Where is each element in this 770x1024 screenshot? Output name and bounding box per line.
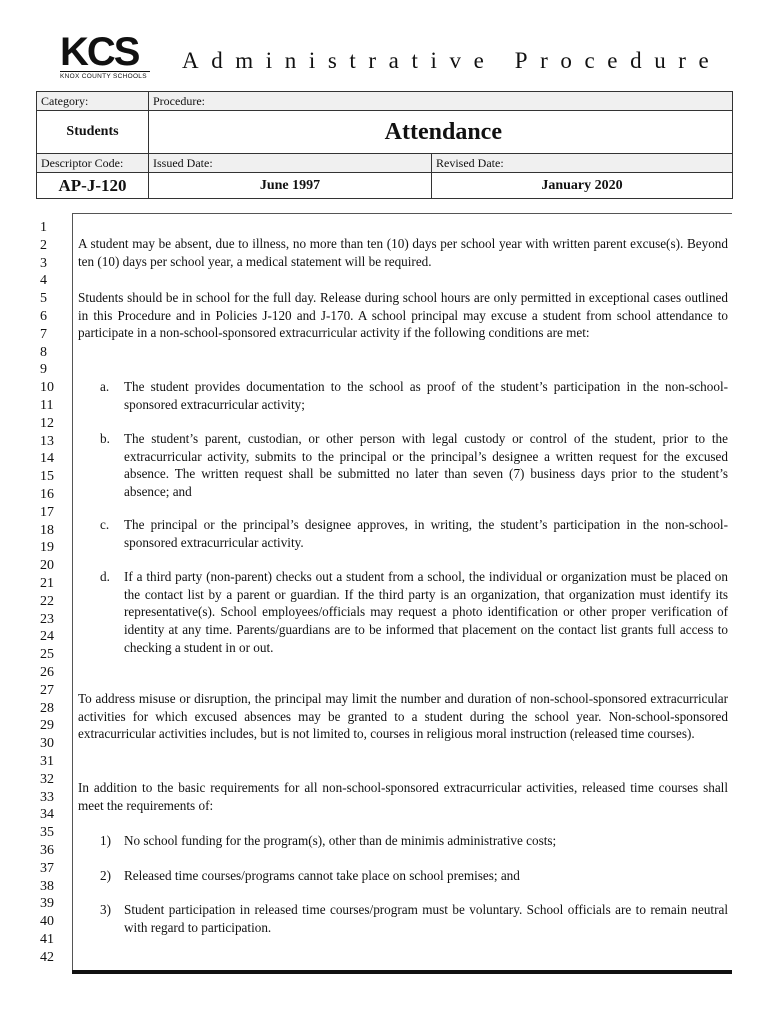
line-number: 41 bbox=[40, 932, 54, 947]
line-number: 24 bbox=[40, 629, 54, 645]
line-number: 38 bbox=[40, 878, 54, 894]
line-number: 6 bbox=[40, 309, 47, 324]
logo-mark: KCS bbox=[60, 30, 139, 74]
category-label: Category: bbox=[37, 92, 149, 111]
line-number: 32 bbox=[40, 771, 54, 787]
logo-subtitle: KNOX COUNTY SCHOOLS bbox=[60, 71, 150, 80]
line-number: 37 bbox=[40, 860, 54, 876]
requirement-text: No school funding for the program(s), other than de minimis administrative costs; bbox=[124, 833, 557, 848]
line-number: 2 bbox=[40, 237, 47, 253]
condition-marker: b. bbox=[100, 431, 110, 446]
condition-marker: c. bbox=[100, 517, 110, 532]
paragraph-misuse: To address misuse or disruption, the principal may limit the number and duration of non-school-sponsored extracurricular activities for which excused absences may be granted to a student during the school year. Non-school-sponsored extracurricular activities includes, but is not limited to, courses in religious moral instruction (released time courses). bbox=[78, 691, 728, 742]
requirement-item bbox=[100, 832, 728, 850]
condition-marker: a. bbox=[100, 379, 110, 394]
paragraph-released-time: In addition to the basic requirements for all non-school-sponsored extracurricular activities, released time courses shall meet the requirements of: bbox=[78, 780, 728, 813]
line-number: 33 bbox=[40, 789, 54, 805]
condition-text: The principal or the principal’s designee approves, in writing, the student’s participation in the non-school-sponsored extracurricular activity. bbox=[124, 517, 728, 550]
requirement-item bbox=[100, 901, 728, 936]
requirement-marker: 2) bbox=[100, 868, 111, 883]
paragraph-absence-limit: A student may be absent, due to illness, no more than ten (10) days per school year with written parent excuse(s). Beyond ten (10) days per school year, a medical statement will be required. bbox=[78, 236, 728, 269]
requirement-text: Released time courses/programs cannot take place on school premises; and bbox=[124, 868, 520, 883]
line-number: 11 bbox=[40, 398, 54, 413]
condition-text: The student provides documentation to the school as proof of the student’s participation in the non-school-sponsored extracurricular activity; bbox=[124, 379, 728, 412]
line-number: 3 bbox=[40, 255, 47, 271]
line-number: 31 bbox=[40, 754, 54, 769]
line-number: 17 bbox=[40, 504, 54, 520]
line-number: 18 bbox=[40, 522, 54, 538]
line-number: 36 bbox=[40, 843, 54, 858]
issued-label: Issued Date: bbox=[149, 154, 432, 173]
condition-item bbox=[100, 378, 728, 413]
condition-item bbox=[100, 430, 728, 501]
line-number: 23 bbox=[40, 611, 54, 627]
line-number: 34 bbox=[40, 807, 54, 823]
issued-value: June 1997 bbox=[149, 173, 432, 198]
condition-marker: d. bbox=[100, 569, 110, 584]
line-number: 15 bbox=[40, 469, 54, 485]
revised-value: January 2020 bbox=[541, 178, 623, 193]
line-number: 20 bbox=[40, 558, 54, 574]
descriptor-value: AP-J-120 bbox=[37, 173, 149, 198]
line-number: 9 bbox=[40, 362, 47, 378]
category-value: Students bbox=[37, 111, 149, 154]
line-number: 22 bbox=[40, 593, 54, 609]
line-number: 21 bbox=[40, 576, 54, 591]
procedure-label: Procedure: bbox=[149, 92, 732, 111]
line-number: 30 bbox=[40, 736, 54, 752]
line-number: 8 bbox=[40, 344, 47, 360]
line-number: 10 bbox=[40, 380, 54, 396]
requirement-text: Student participation in released time courses/program must be voluntary. School officials are to remain neutral with regard to participation. bbox=[124, 902, 728, 935]
line-number: 27 bbox=[40, 682, 54, 698]
line-number: 1 bbox=[40, 220, 47, 235]
content-bottom-rule bbox=[72, 970, 732, 974]
line-number: 16 bbox=[40, 487, 54, 502]
line-number: 13 bbox=[40, 433, 54, 449]
line-number: 28 bbox=[40, 700, 54, 716]
line-number: 25 bbox=[40, 647, 54, 663]
revised-label: Revised Date: bbox=[432, 154, 732, 173]
line-number: 4 bbox=[40, 273, 47, 289]
line-number: 19 bbox=[40, 540, 54, 556]
requirement-marker: 1) bbox=[100, 833, 111, 848]
line-number: 12 bbox=[40, 415, 54, 431]
requirement-marker: 3) bbox=[100, 902, 111, 917]
line-number: 40 bbox=[40, 914, 54, 930]
line-number: 29 bbox=[40, 718, 54, 734]
line-number: 7 bbox=[40, 326, 47, 342]
condition-item bbox=[100, 516, 728, 551]
document-title: Administrative Procedure bbox=[182, 48, 722, 73]
line-number: 42 bbox=[40, 949, 54, 965]
descriptor-label: Descriptor Code: bbox=[37, 154, 149, 173]
condition-text: The student’s parent, custodian, or other person with legal custody or control of the student, prior to the extracurricular activity, submits to the principal or the principal’s designee a written request for the excused absence. The written request shall be submitted no later than seven (7) business days prior to the student’s absence; and bbox=[124, 431, 728, 500]
line-number: 26 bbox=[40, 665, 54, 680]
condition-text: If a third party (non-parent) checks out a student from a school, the individual or organization must be placed on the contact list by a parent or guardian. If the third party is an organization, that organization must identify its representative(s). School employees/officials may request a photo identification or other proper verification of identity at any time. Parents/guardians are to be informed that placement on the contact list grants full access to checking a student in or out. bbox=[124, 569, 728, 655]
condition-item bbox=[100, 568, 728, 657]
line-number: 5 bbox=[40, 291, 47, 307]
paragraph-full-day: Students should be in school for the full day. Release during school hours are only permitted in exceptional cases outlined in this Procedure and in Policies J-120 and J-170. A school principal may excuse a student from school attendance to participate in a non-school-sponsored extracurricular activity if the following conditions are met: bbox=[78, 290, 728, 341]
info-table bbox=[36, 91, 733, 199]
line-number: 35 bbox=[40, 825, 54, 841]
line-number: 39 bbox=[40, 896, 54, 912]
line-number: 14 bbox=[40, 451, 54, 467]
procedure-value: Attendance bbox=[149, 111, 732, 154]
kcs-logo bbox=[60, 30, 150, 80]
requirement-item bbox=[100, 867, 728, 885]
